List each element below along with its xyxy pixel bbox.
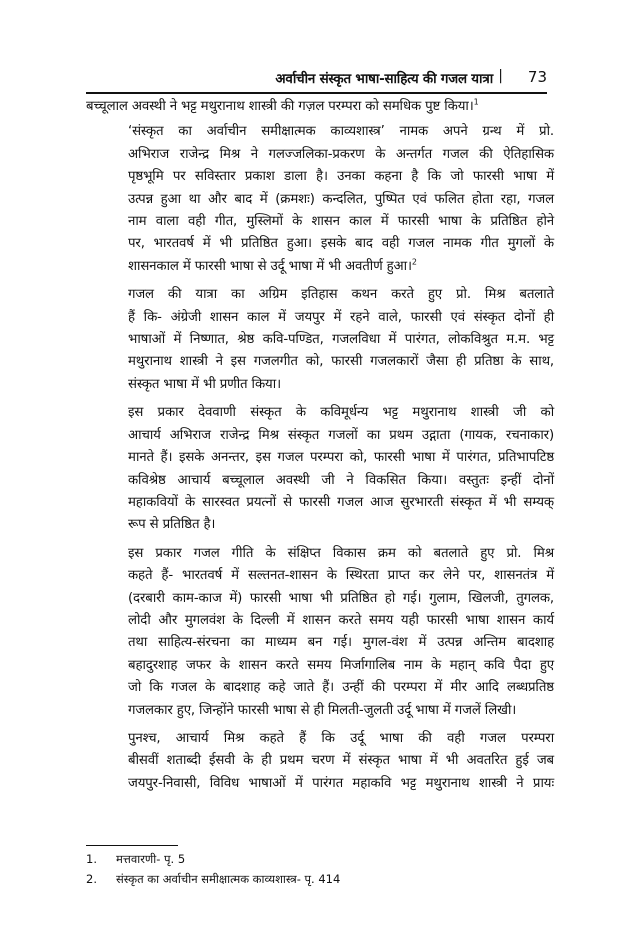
text-line: कहते हैं- भारतवर्ष में सल्तनत-शासन के स्थिरता प्राप्त कर लेने पर, शासनतंत्र में: [128, 568, 554, 584]
text-line: कविश्रेष्ठ आचार्य बच्चूलाल अवस्थी जी ने विकसित किया। वस्तुतः इन्हीं दोनों: [128, 472, 554, 488]
text-line: जयपुर-निवासी, विविध भाषाओं में पारंगत महाकवि भट्ट मथुरानाथ शास्त्री ने प्रायः: [128, 775, 554, 791]
text-line: रूप से प्रतिष्ठित है।: [128, 517, 216, 533]
text-line: हैं कि- अंग्रेजी शासन काल में जयपुर में रहने वाले, फारसी एवं संस्कृत दोनों ही: [128, 309, 554, 325]
footnote: [86, 849, 554, 869]
page-header: [86, 60, 547, 94]
paragraph: [86, 121, 554, 278]
paragraph: [86, 728, 554, 795]
header-separator: |: [498, 68, 503, 84]
paragraph: [86, 402, 554, 536]
text-line: उत्पन्न हुआ था और बाद में (क्रमशः) कन्दलित, पुष्पित एवं फलित होता रहा, गजल: [128, 191, 554, 207]
footnote-number: 1.: [86, 852, 97, 866]
body-text: [86, 96, 554, 801]
running-title: अर्वाचीन संस्कृत भाषा-साहित्य की गजल यात्रा: [275, 72, 493, 87]
text-line: शासनकाल में फारसी भाषा से उर्दू भाषा में भी अवतीर्ण हुआ।$^2$: [128, 257, 417, 274]
footnote-text: संस्कृत का अर्वाचीन समीक्षात्मक काव्यशास्त्र- पृ. 414: [116, 872, 341, 886]
text-line: मथुरानाथ शास्त्री ने इस गजलगीत को, फारसी गजलकारों जैसा ही प्रतिष्ठा के साथ,: [128, 354, 554, 370]
footnotes: [86, 849, 554, 889]
text-line: अभिराज राजेन्द्र मिश्र ने गलज्जलिका-प्रकरण के अन्तर्गत गजल की ऐतिहासिक: [128, 146, 554, 162]
text-line: बहादुरशाह जफर के शासन करते समय मिर्जागालिब नाम के महान् कवि पैदा हुए: [128, 657, 554, 673]
text-line: महाकवियों के सारस्वत प्रयत्नों से फारसी गजल आज सुरभारती संस्कृत में भी सम्यक्: [128, 494, 554, 510]
text-line: बच्चूलाल अवस्थी ने भट्ट मथुरानाथ शास्त्री की गज़ल परम्परा को समधिक पुष्ट किया।$^1$: [86, 97, 479, 114]
text-line: भाषाओं में निष्णात, श्रेष्ठ कवि-पण्डित, गजलविधा में पारंगत, लोकविश्रुत म.म. भट्ट: [128, 332, 554, 348]
page-number: 73: [527, 68, 547, 86]
footnote-number: 2.: [86, 872, 97, 886]
text-line: (दरबारी काम-काज में) फारसी भाषा भी प्रतिष्ठित हो गई। गुलाम, खिलजी, तुगलक,: [128, 590, 554, 606]
paragraph: [86, 284, 554, 396]
text-line: इस प्रकार देववाणी संस्कृत के कविमूर्धन्य भट्ट मथुरानाथ शास्त्री जी को: [128, 405, 554, 421]
footnote-marker: 1: [473, 97, 479, 107]
footnote-divider: [86, 845, 178, 846]
footnote: [86, 869, 554, 889]
footnote-text: मत्तवारणी- पृ. 5: [116, 852, 186, 866]
text-line: पुनश्च, आचार्य मिश्र कहते हैं कि उर्दू भाषा की वही गजल परम्परा: [128, 730, 554, 746]
text-line: गजलकार हुए, जिन्होंने फारसी भाषा से ही मिलती-जुलती उर्दू भाषा में गजलें लिखी।: [128, 702, 517, 718]
paragraph: [86, 96, 554, 118]
text-line: जो कि गजल के बादशाह कहे जाते हैं। उन्हीं की परम्परा में मीर आदि लब्धप्रतिष्ठ: [128, 680, 554, 696]
text-line: बीसवीं शताब्दी ईसवी के ही प्रथम चरण में संस्कृत भाषा में भी अवतरित हुई जब: [128, 753, 554, 769]
text-line: पृष्ठभूमि पर सविस्तार प्रकाश डाला है। उनका कहना है कि जो फारसी भाषा में: [128, 169, 554, 185]
footnote-marker: 2: [411, 257, 417, 267]
text-line: गजल की यात्रा का अग्रिम इतिहास कथन करते हुए प्रो. मिश्र बतलाते: [128, 287, 554, 303]
text-line: तथा साहित्य-संरचना का माध्यम बन गई। मुगल-वंश में उत्पन्न अन्तिम बादशाह: [128, 635, 554, 651]
text-line: ‘संस्कृत का अर्वाचीन समीक्षात्मक काव्यशास्त्र’ नामक अपने ग्रन्थ में प्रो.: [128, 124, 554, 140]
text-line: संस्कृत भाषा में भी प्रणीत किया।: [128, 376, 281, 392]
text-line: इस प्रकार गजल गीति के संक्षिप्त विकास क्रम को बतलाते हुए प्रो. मिश्र: [128, 545, 554, 561]
text-line: नाम वाला वही गीत, मुस्लिमों के शासन काल में फारसी भाषा के प्रतिष्ठित होने: [128, 214, 554, 230]
text-line: लोदी और मुगलवंश के दिल्ली में शासन करते समय यही फारसी भाषा शासन कार्य: [128, 612, 554, 628]
paragraph: [86, 543, 554, 722]
text-line: आचार्य अभिराज राजेन्द्र मिश्र संस्कृत गजलों का प्रथम उद्गाता (गायक, रचनाकार): [128, 427, 554, 443]
text-line: मानते हैं। इसके अनन्तर, इस गजल परम्परा को, फारसी भाषा में पारंगत, प्रतिभापटिष्ठ: [128, 450, 554, 466]
text-line: पर, भारतवर्ष में भी प्रतिष्ठित हुआ। इसके बाद वही गजल नामक गीत मुगलों के: [128, 236, 554, 252]
